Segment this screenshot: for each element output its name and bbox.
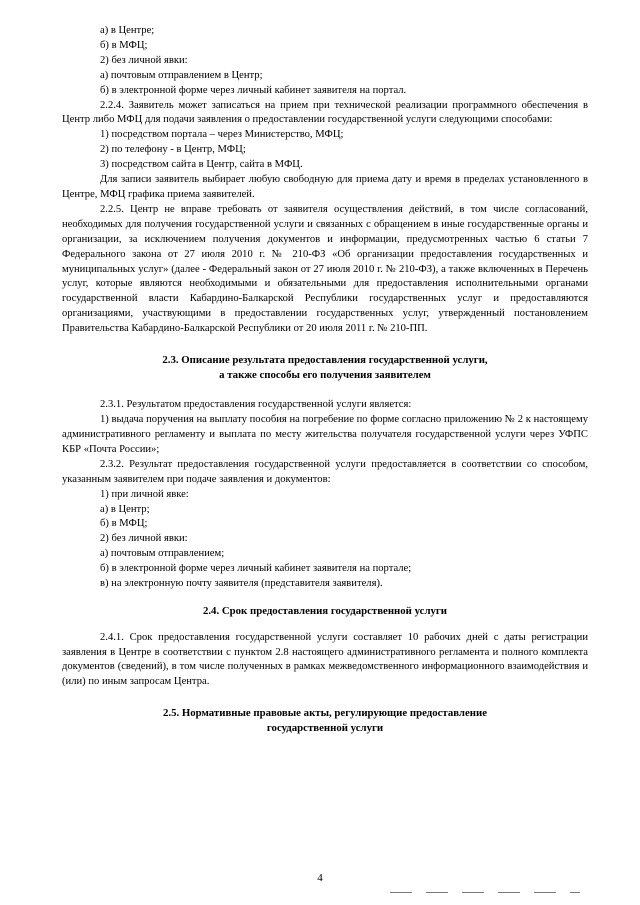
paragraph-2-2-5: 2.2.5. Центр не вправе требовать от заявителя осуществления действий, в том числе согласований, необходимых для получения государственной услуги и связанных с обращением в иные государственные органы и организации, за исключением получения документов и информации, предусмотренных частью 6 статьи 7 Федерального закона от 27 июля 2010 г. № 210-ФЗ «Об организации предоставления государственных и муниципальных услуг» (далее - Федеральный закон от 27 июля 2010 г. № 210-ФЗ), а также включенных в Перечень услуг, которые являются необходимыми и обязательными для предоставления исполнительными органами государственной власти Кабардино-Балкарской Республики государственных услуг и предоставляются организациями, участвующими в предоставлении государственных услуг, утвержденный постановлением Правительства Кабардино-Балкарской Республики от 20 июля 2011 г. № 210-ПП.: [62, 203, 588, 335]
heading-line: а также способы его получения заявителем: [219, 368, 431, 381]
list-item: б) в МФЦ;: [100, 39, 148, 51]
heading-line: 2.5. Нормативные правовые акты, регулирующие предоставление: [162, 707, 488, 720]
list-item: а) в Центр;: [100, 503, 150, 515]
list-item: 2) без личной явки:: [100, 533, 188, 545]
list-item: 1) посредством портала – через Министерство, МФЦ;: [100, 129, 344, 141]
list-item: 3) посредством сайта в Центр, сайта в МФЦ.: [100, 159, 303, 171]
section-heading-2-5: [62, 706, 588, 735]
list-item: а) почтовым отправлением в Центр;: [100, 69, 263, 81]
list-item: а) в Центре;: [100, 25, 155, 36]
list-item: б) в МФЦ;: [100, 518, 148, 530]
section-heading-2-3: [62, 353, 588, 382]
list-item: а) почтовым отправлением;: [100, 548, 225, 560]
list-item: 2) без личной явки:: [100, 54, 188, 66]
paragraph-2-3-1: 2.3.1. Результатом предоставления государственной услуги является:: [100, 399, 412, 411]
paragraph-appointment: Для записи заявитель выбирает любую свободную для приема дату и время в пределах установленного в Центре, МФЦ графика приема заявителей.: [62, 174, 588, 200]
list-item: 2) по телефону - в Центр, МФЦ;: [100, 144, 246, 156]
document-body: [62, 24, 588, 735]
paragraph-2-4-1: 2.4.1. Срок предоставления государственной услуги составляет 10 рабочих дней с даты регистрации заявления в Центре в соответствии с пунктом 2.8 настоящего административного регламента и полного комплекта документов (сведений), в том числе полученных в рамках межведомственного информационного взаимодействия и (или) по иным запросам Центра.: [62, 631, 588, 688]
page-number: 4: [317, 872, 323, 884]
list-item: б) в электронной форме через личный кабинет заявителя на портал.: [100, 84, 407, 96]
section-heading-2-4: 2.4. Срок предоставления государственной услуги: [202, 605, 448, 617]
heading-line: 2.3. Описание результата предоставления государственной услуги,: [162, 354, 488, 367]
list-item: б) в электронной форме через личный кабинет заявителя на портале;: [100, 563, 412, 575]
heading-line: государственной услуги: [266, 721, 384, 734]
list-item: 1) при личной явке:: [100, 488, 189, 500]
paragraph-2-2-4: 2.2.4. Заявитель может записаться на прием при технической реализации программного обеспечения в Центр либо МФЦ для подачи заявления о предоставлении государственной услуги следующими способами:: [62, 99, 588, 126]
paragraph-result: 1) выдача поручения на выплату пособия на погребение по форме согласно приложению № 2 к настоящему административного регламенту и выплата по месту жительства получателя государственной услуги через УФПС КБР «Почта России»;: [62, 414, 588, 455]
list-item: в) на электронную почту заявителя (представителя заявителя).: [100, 578, 383, 590]
scan-artifact-divider: [390, 892, 580, 893]
paragraph-2-3-2: 2.3.2. Результат предоставления государственной услуги предоставляется в соответствии со способом, указанным заявителем при подаче заявления и документов:: [62, 458, 588, 485]
